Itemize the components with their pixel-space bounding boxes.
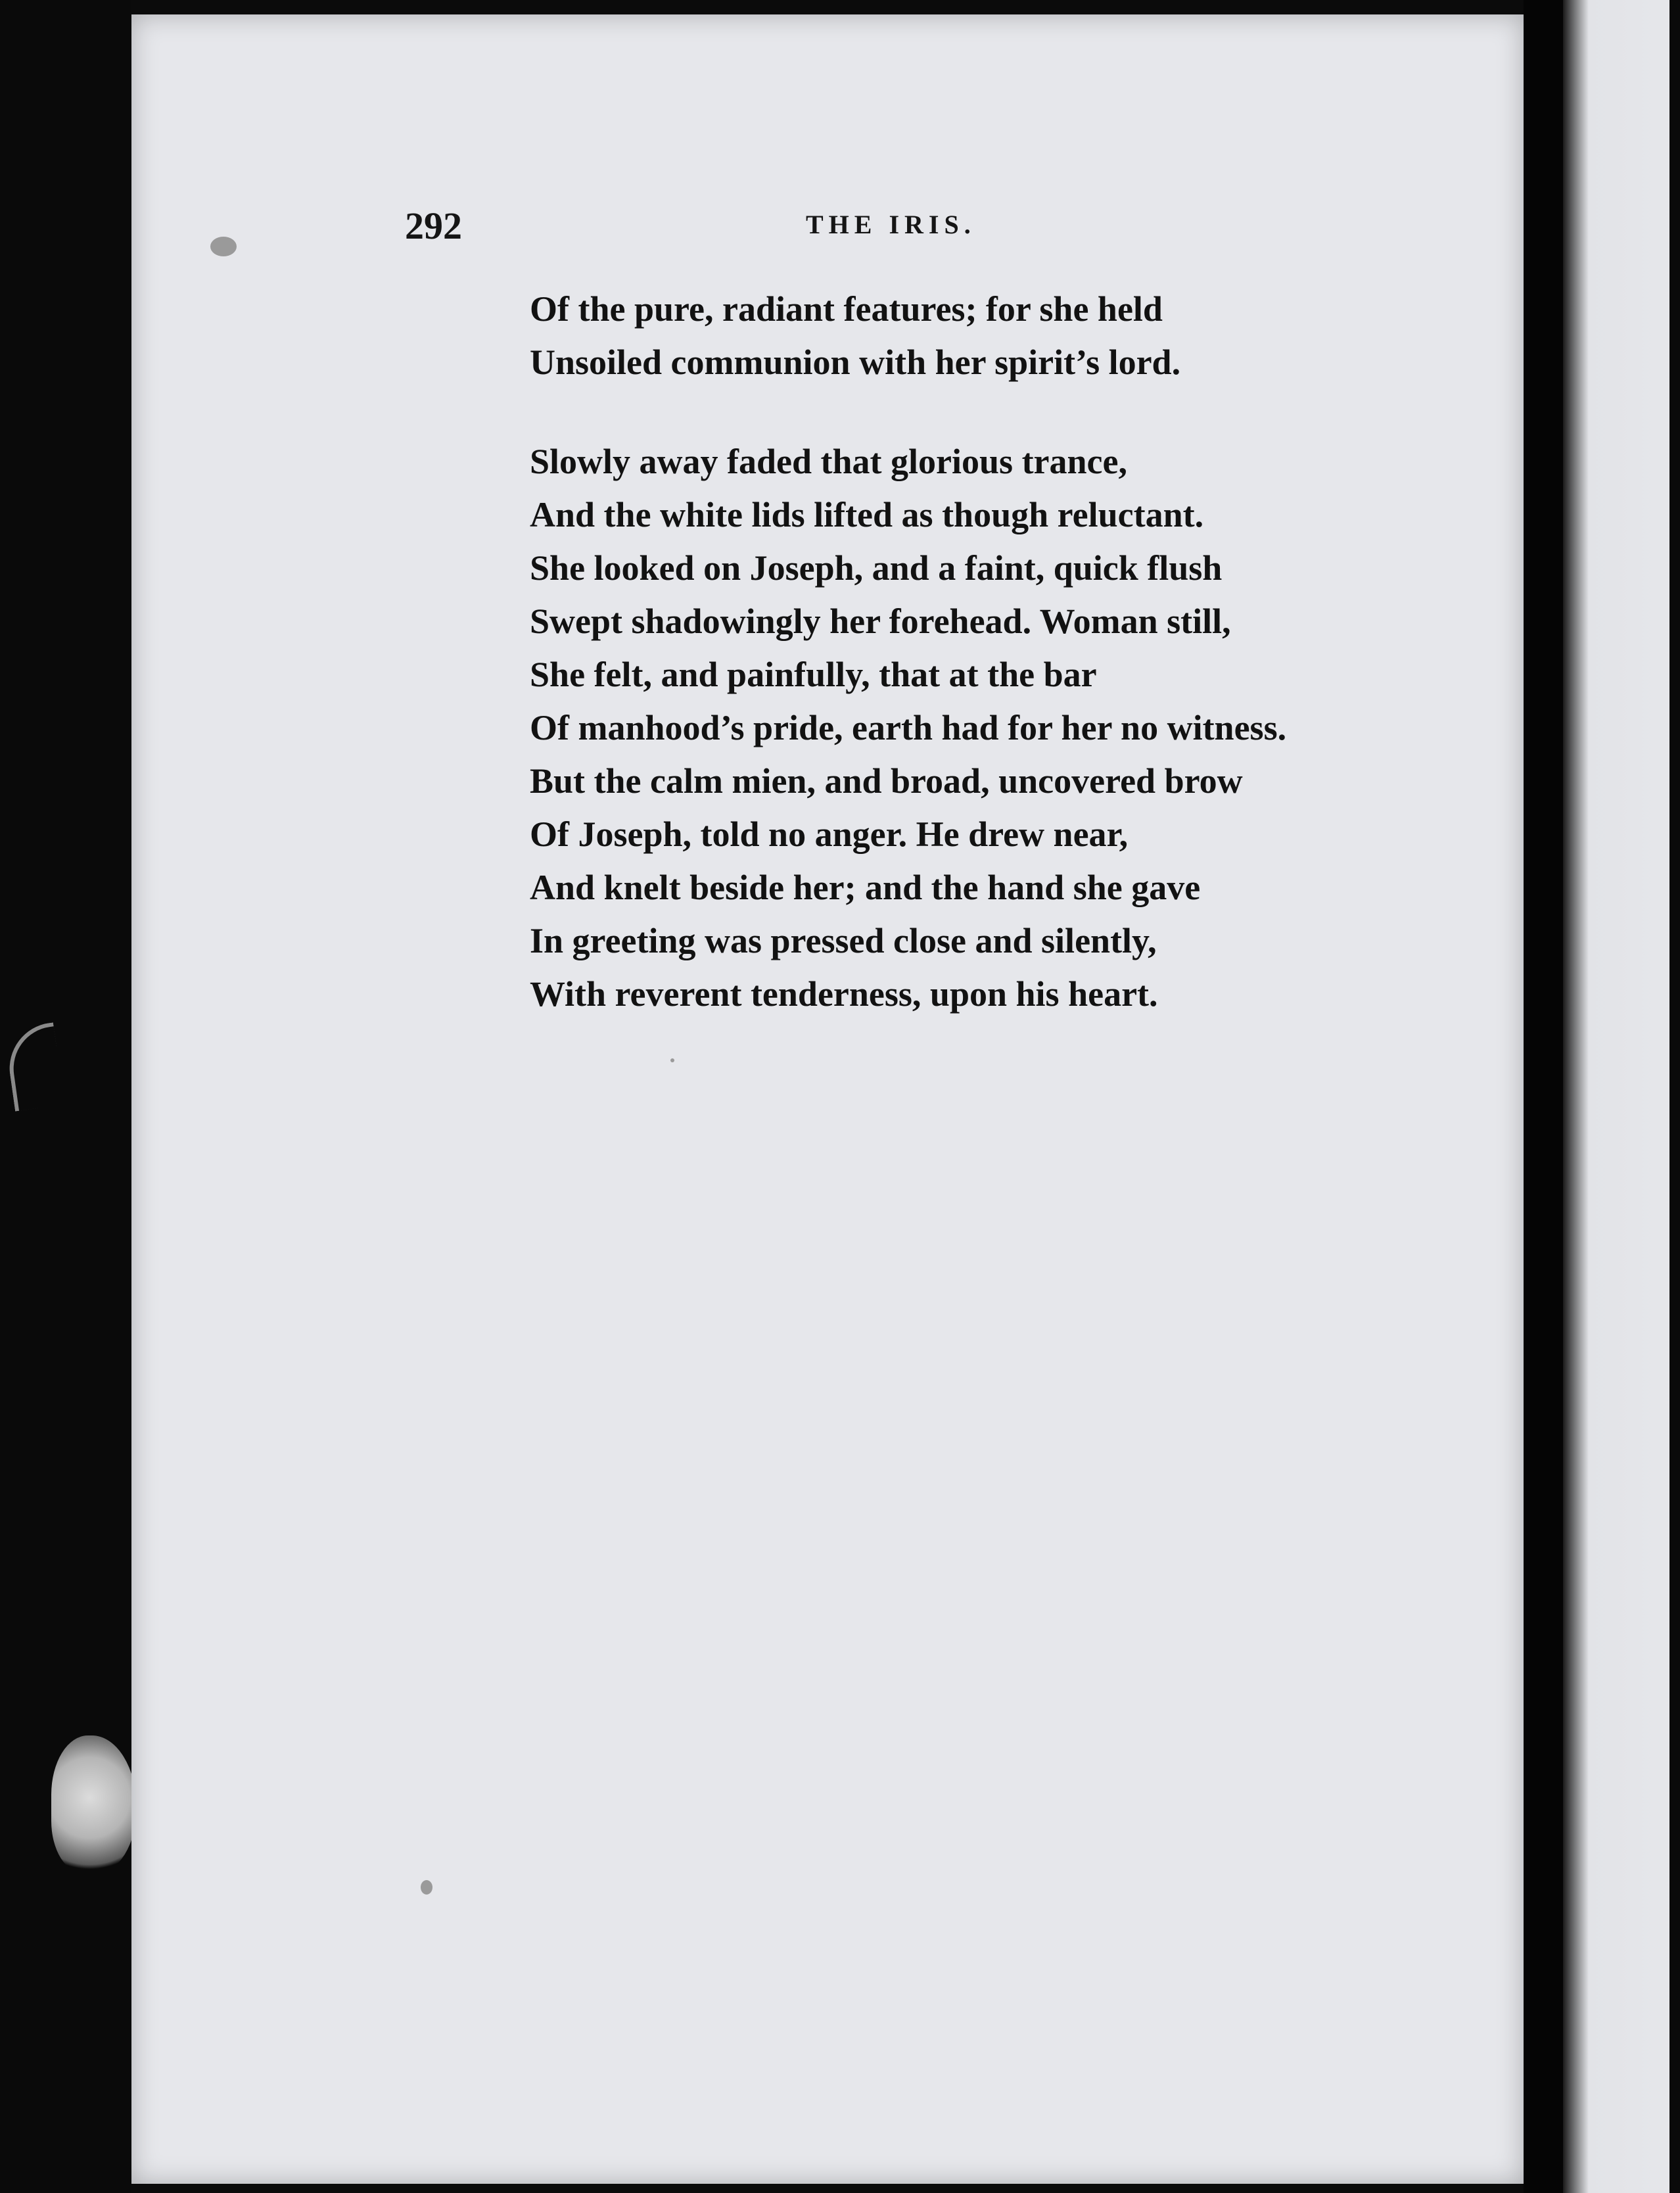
stanza bbox=[530, 435, 1384, 1021]
poem-line: And knelt beside her; and the hand she gave bbox=[530, 868, 1201, 907]
poem-line: Slowly away faded that glorious trance, bbox=[530, 442, 1127, 481]
running-title: THE IRIS. bbox=[806, 210, 976, 239]
stanza bbox=[530, 283, 1384, 389]
right-scan-margin bbox=[1669, 0, 1680, 2193]
stanza-break bbox=[530, 389, 1384, 435]
poem-line: Swept shadowingly her forehead. Woman still, bbox=[530, 601, 1231, 641]
poem-line: Of manhood’s pride, earth had for her no witness. bbox=[530, 708, 1287, 747]
page-number: 292 bbox=[405, 204, 462, 247]
poem-line: Of Joseph, told no anger. He drew near, bbox=[530, 814, 1129, 854]
page-speck bbox=[210, 237, 237, 256]
poem-text bbox=[530, 283, 1384, 1021]
poem-line: With reverent tenderness, upon his heart. bbox=[530, 974, 1158, 1014]
poem-line: And the white lids lifted as though reluctant. bbox=[530, 495, 1204, 534]
facing-page-edge bbox=[1563, 0, 1680, 2193]
poem-line: Of the pure, radiant features; for she held bbox=[530, 289, 1163, 329]
running-head bbox=[405, 204, 1351, 247]
poem-line: But the calm mien, and broad, uncovered brow bbox=[530, 761, 1243, 801]
page-speck bbox=[421, 1880, 432, 1895]
poem-line: Unsoiled communion with her spirit’s lord. bbox=[530, 342, 1181, 382]
poem-line: In greeting was pressed close and silently, bbox=[530, 921, 1157, 960]
poem-line: She felt, and painfully, that at the bar bbox=[530, 655, 1097, 694]
page-speck bbox=[670, 1058, 674, 1062]
poem-line: She looked on Joseph, and a faint, quick flush bbox=[530, 548, 1223, 588]
page-gutter bbox=[1524, 0, 1563, 2193]
